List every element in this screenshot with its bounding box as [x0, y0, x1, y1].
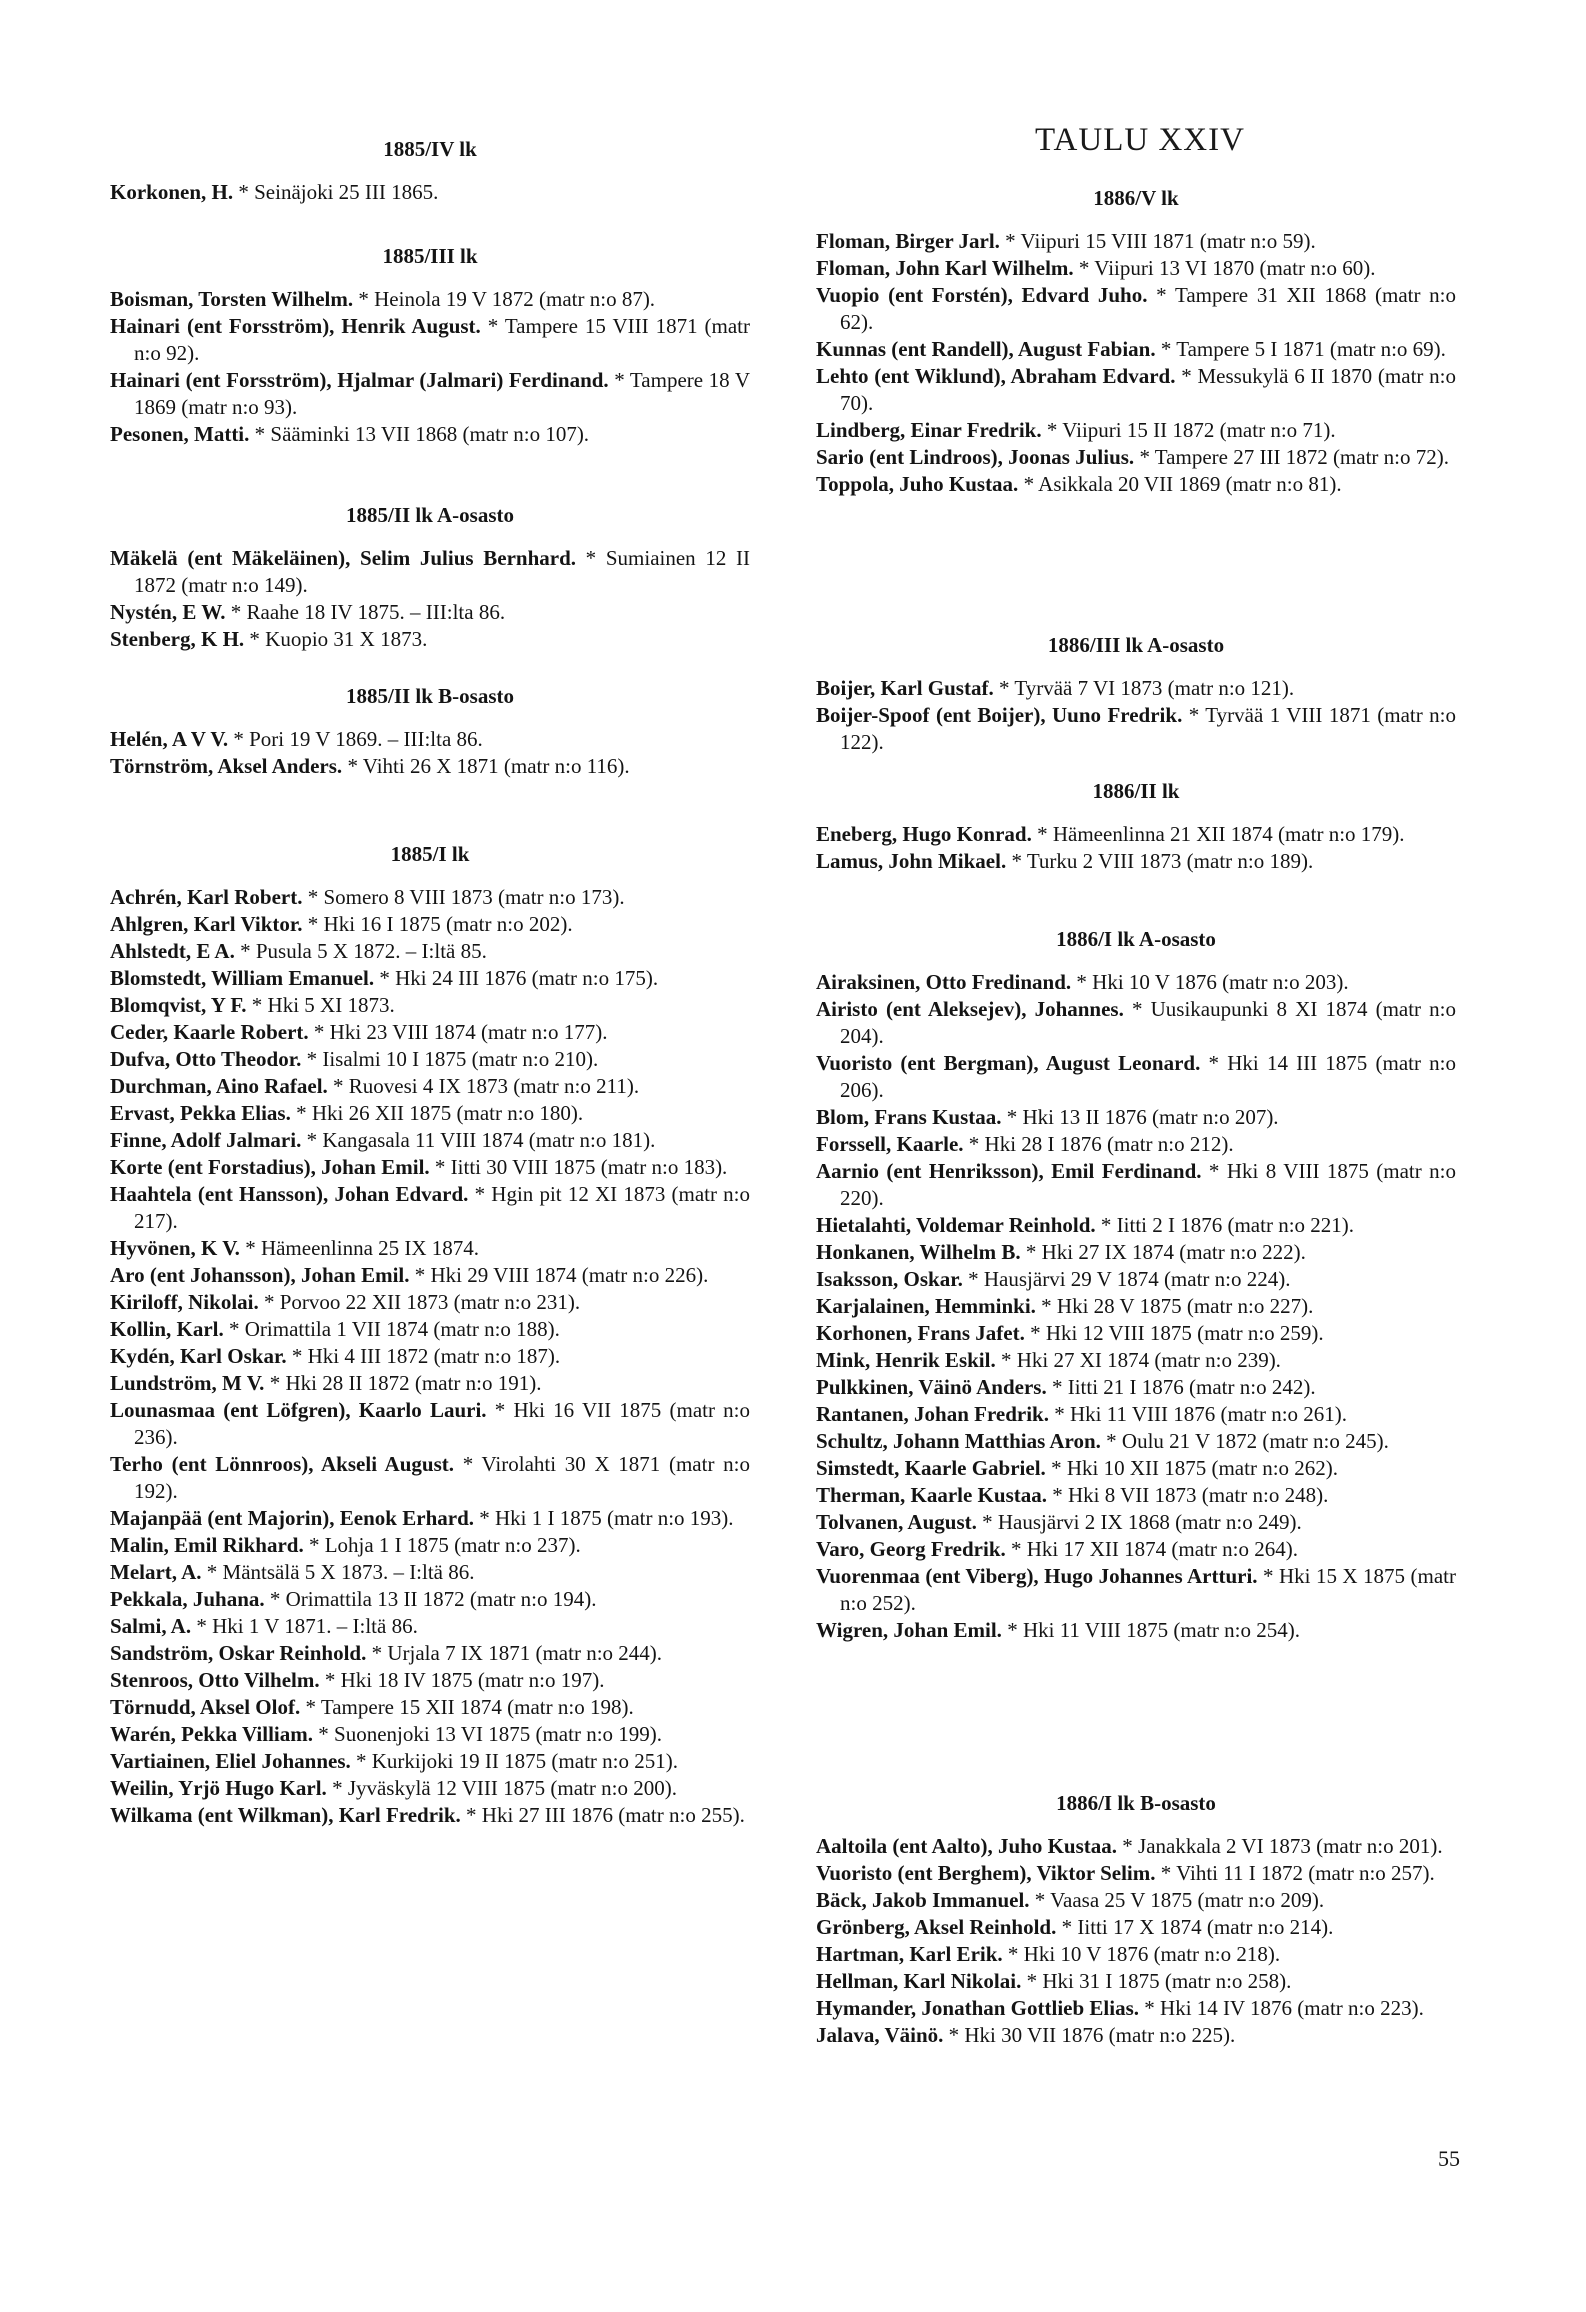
entry: [816, 1104, 1456, 1131]
entry: [110, 1262, 750, 1289]
entry: [816, 1941, 1456, 1968]
entry-details: * Hki 1 V 1871. – I:ltä 86.: [191, 1614, 418, 1638]
section-1886-iii-a: [816, 632, 1456, 756]
entry: [110, 1154, 750, 1181]
entry-name: Vartiainen, Eliel Johannes.: [110, 1749, 351, 1773]
entry-details: * Iitti 21 I 1876 (matr n:o 242).: [1046, 1375, 1316, 1399]
entry-details: * Viipuri 15 VIII 1871 (matr n:o 59).: [999, 229, 1316, 253]
entry-name: Vuoristo (ent Bergman), August Leonard.: [816, 1051, 1201, 1075]
entry-name: Floman, John Karl Wilhelm.: [816, 256, 1074, 280]
entry: [110, 1694, 750, 1721]
entry: [816, 1914, 1456, 1941]
entry-list: [110, 286, 750, 448]
entry: [816, 1455, 1456, 1482]
entry-name: Malin, Emil Rikhard.: [110, 1533, 304, 1557]
section-heading: 1885/II lk A-osasto: [345, 503, 515, 527]
entry-details: * Asikkala 20 VII 1869 (matr n:o 81).: [1018, 472, 1342, 496]
entry: [110, 421, 750, 448]
entry-name: Hainari (ent Forsström), Hjalmar (Jalmari) Ferdinand.: [110, 368, 609, 392]
entry-details: * Hki 27 XI 1874 (matr n:o 239).: [995, 1348, 1281, 1372]
entry-details: * Vihti 11 I 1872 (matr n:o 257).: [1155, 1861, 1435, 1885]
entry-name: Vuorenmaa (ent Viberg), Hugo Johannes Artturi.: [816, 1564, 1258, 1588]
section-heading: 1886/I lk A-osasto: [1056, 927, 1216, 951]
section-heading: 1885/II lk B-osasto: [345, 684, 515, 708]
entry-name: Ervast, Pekka Elias.: [110, 1101, 291, 1125]
entry-details: * Hki 1 I 1875 (matr n:o 193).: [474, 1506, 734, 1530]
entry-details: * Janakkala 2 VI 1873 (matr n:o 201).: [1117, 1834, 1443, 1858]
entry-details: * Hki 17 XII 1874 (matr n:o 264).: [1005, 1537, 1298, 1561]
entry-name: Helén, A V V.: [110, 727, 229, 751]
entry-name: Pulkkinen, Väinö Anders.: [816, 1375, 1047, 1399]
entry: [816, 2022, 1456, 2049]
entry: [816, 702, 1456, 756]
entry-list: [110, 726, 750, 780]
entry-details: * Lohja 1 I 1875 (matr n:o 237).: [303, 1533, 581, 1557]
entry: [110, 1586, 750, 1613]
entry-name: Stenberg, K H.: [110, 627, 245, 651]
entry-name: Korkonen, H.: [110, 180, 234, 204]
entry-name: Pesonen, Matti.: [110, 422, 250, 446]
section-1885-i: [110, 841, 750, 1829]
entry: [816, 444, 1456, 471]
entry: [110, 1370, 750, 1397]
entry-name: Airaksinen, Otto Fredinand.: [816, 970, 1072, 994]
entry-name: Nystén, E W.: [110, 600, 226, 624]
entry: [816, 1563, 1456, 1617]
entry-name: Warén, Pekka Villiam.: [110, 1722, 314, 1746]
entry-details: * Somero 8 VIII 1873 (matr n:o 173).: [302, 885, 625, 909]
entry-name: Blomstedt, William Emanuel.: [110, 966, 375, 990]
entry: [816, 228, 1456, 255]
entry-details: * Hki 14 IV 1876 (matr n:o 223).: [1139, 1996, 1424, 2020]
entry-details: * Hki 18 IV 1875 (matr n:o 197).: [319, 1668, 605, 1692]
entry-details: * Tyrvää 1 VIII 1871 (matr n:o 122).: [840, 703, 1456, 754]
entry: [816, 1131, 1456, 1158]
entry: [816, 1212, 1456, 1239]
entry: [816, 1428, 1456, 1455]
entry-name: Stenroos, Otto Vilhelm.: [110, 1668, 320, 1692]
entry-name: Karjalainen, Hemminki.: [816, 1294, 1036, 1318]
entry-name: Vuoristo (ent Berghem), Viktor Selim.: [816, 1861, 1156, 1885]
section-heading: 1885/III lk: [382, 244, 478, 268]
entry-details: * Hämeenlinna 25 IX 1874.: [239, 1236, 480, 1260]
entry-details: * Vihti 26 X 1871 (matr n:o 116).: [342, 754, 630, 778]
entry: [816, 1509, 1456, 1536]
entry: [110, 1127, 750, 1154]
entry-details: * Hki 11 VIII 1875 (matr n:o 254).: [1001, 1618, 1300, 1642]
entry-list: [816, 821, 1456, 875]
entry-details: * Hki 10 V 1876 (matr n:o 203).: [1071, 970, 1349, 994]
entry-name: Salmi, A.: [110, 1614, 192, 1638]
entry-details: * Hki 28 II 1872 (matr n:o 191).: [264, 1371, 542, 1395]
entry-name: Weilin, Yrjö Hugo Karl.: [110, 1776, 327, 1800]
entry-name: Hymander, Jonathan Gottlieb Elias.: [816, 1996, 1140, 2020]
entry: [816, 1374, 1456, 1401]
entry-details: * Viipuri 15 II 1872 (matr n:o 71).: [1041, 418, 1336, 442]
section-heading: 1885/I lk: [390, 842, 470, 866]
section-1886-i-b: [816, 1790, 1456, 2049]
entry-name: Durchman, Aino Rafael.: [110, 1074, 328, 1098]
entry: [110, 1316, 750, 1343]
entry-name: Majanpää (ent Majorin), Eenok Erhard.: [110, 1506, 474, 1530]
entry-details: * Iitti 30 VIII 1875 (matr n:o 183).: [429, 1155, 728, 1179]
entry-details: * Jyväskylä 12 VIII 1875 (matr n:o 200).: [326, 1776, 677, 1800]
entry-name: Jalava, Väinö.: [816, 2023, 944, 2047]
entry-details: * Hki 24 III 1876 (matr n:o 175).: [374, 966, 659, 990]
section-1885-ii-a: [110, 502, 750, 653]
entry: [110, 938, 750, 965]
section-1886-i-a: [816, 926, 1456, 1644]
entry-name: Therman, Kaarle Kustaa.: [816, 1483, 1047, 1507]
entry-details: * Turku 2 VIII 1873 (matr n:o 189).: [1006, 849, 1314, 873]
entry-details: * Hki 16 VII 1875 (matr n:o 236).: [134, 1398, 750, 1449]
entry-details: * Suonenjoki 13 VI 1875 (matr n:o 199).: [313, 1722, 663, 1746]
entry-name: Floman, Birger Jarl.: [816, 229, 1000, 253]
entry: [110, 626, 750, 653]
entry: [816, 1860, 1456, 1887]
entry-name: Kiriloff, Nikolai.: [110, 1290, 259, 1314]
entry: [110, 367, 750, 421]
entry-name: Wigren, Johan Emil.: [816, 1618, 1002, 1642]
entry-name: Eneberg, Hugo Konrad.: [816, 822, 1032, 846]
entry-list: [110, 545, 750, 653]
entry-name: Rantanen, Johan Fredrik.: [816, 1402, 1049, 1426]
entry: [816, 1347, 1456, 1374]
entry-details: * Hämeenlinna 21 XII 1874 (matr n:o 179).: [1031, 822, 1405, 846]
entry: [110, 1613, 750, 1640]
section-heading: 1886/III lk A-osasto: [1047, 633, 1225, 657]
entry-list: [110, 179, 750, 206]
entry: [816, 821, 1456, 848]
entry: [110, 1721, 750, 1748]
entry: [816, 1968, 1456, 1995]
entry: [110, 726, 750, 753]
entry-details: * Kurkijoki 19 II 1875 (matr n:o 251).: [350, 1749, 678, 1773]
entry: [816, 1050, 1456, 1104]
entry-details: * Hki 26 XII 1875 (matr n:o 180).: [290, 1101, 584, 1125]
entry: [110, 1397, 750, 1451]
entry-details: * Hausjärvi 2 IX 1868 (matr n:o 249).: [976, 1510, 1302, 1534]
entry-name: Tolvanen, August.: [816, 1510, 977, 1534]
entry-details: * Hki 15 X 1875 (matr n:o 252).: [840, 1564, 1456, 1615]
entry: [110, 1559, 750, 1586]
entry-list: [816, 969, 1456, 1644]
entry-list: [816, 228, 1456, 498]
entry-details: * Uusikaupunki 8 XI 1874 (matr n:o 204).: [840, 997, 1457, 1048]
entry-details: * Kangasala 11 VIII 1874 (matr n:o 181).: [301, 1128, 656, 1152]
entry-details: * Tampere 27 III 1872 (matr n:o 72).: [1134, 445, 1449, 469]
entry: [816, 969, 1456, 996]
entry-name: Achrén, Karl Robert.: [110, 885, 303, 909]
entry-details: * Pori 19 V 1869. – III:lta 86.: [228, 727, 483, 751]
entry-details: * Hki 11 VIII 1876 (matr n:o 261).: [1048, 1402, 1348, 1426]
entry-name: Blomqvist, Y F.: [110, 993, 247, 1017]
entry-details: * Orimattila 13 II 1872 (matr n:o 194).: [264, 1587, 597, 1611]
entry-details: * Pusula 5 X 1872. – I:ltä 85.: [234, 939, 487, 963]
entry-details: * Sumiainen 12 II 1872 (matr n:o 149).: [134, 546, 750, 597]
entry-name: Mäkelä (ent Mäkeläinen), Selim Julius Bernhard.: [110, 546, 577, 570]
entry: [816, 363, 1456, 417]
entry-name: Kydén, Karl Oskar.: [110, 1344, 287, 1368]
entry-details: * Tampere 15 XII 1874 (matr n:o 198).: [300, 1695, 634, 1719]
entry-name: Isaksson, Oskar.: [816, 1267, 963, 1291]
entry: [110, 1532, 750, 1559]
entry: [816, 417, 1456, 444]
entry-details: * Seinäjoki 25 III 1865.: [233, 180, 439, 204]
entry: [816, 282, 1456, 336]
entry: [816, 1482, 1456, 1509]
entry-name: Sario (ent Lindroos), Joonas Julius.: [816, 445, 1135, 469]
entry: [816, 1617, 1456, 1644]
entry-details: * Vaasa 25 V 1875 (matr n:o 209).: [1029, 1888, 1325, 1912]
entry: [816, 336, 1456, 363]
entry: [110, 753, 750, 780]
entry-details: * Hki 14 III 1875 (matr n:o 206).: [840, 1051, 1457, 1102]
entry-name: Lindberg, Einar Fredrik.: [816, 418, 1042, 442]
entry-name: Hyvönen, K V.: [110, 1236, 240, 1260]
entry-name: Varo, Georg Fredrik.: [816, 1537, 1006, 1561]
entry-name: Terho (ent Lönnroos), Akseli August.: [110, 1452, 454, 1476]
entry-details: * Hgin pit 12 XI 1873 (matr n:o 217).: [134, 1182, 750, 1233]
page-title: TAULU XXIV: [1035, 122, 1245, 158]
entry-details: * Hki 13 II 1876 (matr n:o 207).: [1001, 1105, 1279, 1129]
section-1885-ii-b: [110, 683, 750, 780]
entry: [110, 286, 750, 313]
entry: [816, 675, 1456, 702]
entry-name: Forssell, Kaarle.: [816, 1132, 964, 1156]
section-1885-iv: [110, 136, 750, 206]
entry: [816, 1266, 1456, 1293]
entry-details: * Tampere 18 V 1869 (matr n:o 93).: [134, 368, 750, 419]
section-1886-ii: [816, 778, 1456, 875]
entry: [110, 179, 750, 206]
entry-details: * Hki 31 I 1875 (matr n:o 258).: [1021, 1969, 1292, 1993]
entry-details: * Iitti 17 X 1874 (matr n:o 214).: [1056, 1915, 1334, 1939]
entry: [110, 1667, 750, 1694]
entry-details: * Sääminki 13 VII 1868 (matr n:o 107).: [249, 422, 590, 446]
entry: [816, 996, 1456, 1050]
entry-name: Lounasmaa (ent Löfgren), Kaarlo Lauri.: [110, 1398, 487, 1422]
entry: [110, 599, 750, 626]
entry-details: * Iitti 2 I 1876 (matr n:o 221).: [1095, 1213, 1355, 1237]
entry-name: Boisman, Torsten Wilhelm.: [110, 287, 354, 311]
section-heading: 1886/I lk B-osasto: [1056, 1791, 1216, 1815]
entry-list: [816, 1833, 1456, 2049]
entry: [110, 911, 750, 938]
entry: [816, 1239, 1456, 1266]
entry-name: Törnudd, Aksel Olof.: [110, 1695, 301, 1719]
entry-name: Hartman, Karl Erik.: [816, 1942, 1003, 1966]
entry: [110, 884, 750, 911]
entry-details: * Hki 5 XI 1873.: [246, 993, 395, 1017]
entry-name: Wilkama (ent Wilkman), Karl Fredrik.: [110, 1803, 461, 1827]
section-heading: 1885/IV lk: [383, 137, 477, 161]
entry-details: * Hki 28 V 1875 (matr n:o 227).: [1035, 1294, 1314, 1318]
entry-name: Ceder, Kaarle Robert.: [110, 1020, 309, 1044]
entry: [110, 1289, 750, 1316]
entry: [816, 1995, 1456, 2022]
entry-details: * Raahe 18 IV 1875. – III:lta 86.: [225, 600, 506, 624]
entry: [816, 1401, 1456, 1428]
entry-details: * Mäntsälä 5 X 1873. – I:ltä 86.: [201, 1560, 475, 1584]
section-1885-iii: [110, 243, 750, 448]
entry-name: Aro (ent Johansson), Johan Emil.: [110, 1263, 410, 1287]
section-heading: 1886/V lk: [1093, 186, 1179, 210]
entry-name: Hellman, Karl Nikolai.: [816, 1969, 1022, 1993]
entry-details: * Heinola 19 V 1872 (matr n:o 87).: [353, 287, 656, 311]
entry: [110, 1100, 750, 1127]
entry-name: Lamus, John Mikael.: [816, 849, 1007, 873]
entry-details: * Hki 10 V 1876 (matr n:o 218).: [1002, 1942, 1281, 1966]
entry-details: * Hki 29 VIII 1874 (matr n:o 226).: [409, 1263, 709, 1287]
entry-details: * Messukylä 6 II 1870 (matr n:o 70).: [840, 364, 1456, 415]
entry: [816, 1320, 1456, 1347]
entry-details: * Hki 30 VII 1876 (matr n:o 225).: [943, 2023, 1236, 2047]
entry: [110, 1343, 750, 1370]
entry: [816, 848, 1456, 875]
entry-details: * Tampere 5 I 1871 (matr n:o 69).: [1155, 337, 1446, 361]
entry-details: * Iisalmi 10 I 1875 (matr n:o 210).: [301, 1047, 599, 1071]
entry-name: Pekkala, Juhana.: [110, 1587, 265, 1611]
entry-details: * Ruovesi 4 IX 1873 (matr n:o 211).: [327, 1074, 640, 1098]
entry: [816, 1833, 1456, 1860]
entry: [816, 1536, 1456, 1563]
entry-details: * Hki 27 III 1876 (matr n:o 255).: [460, 1803, 745, 1827]
entry-name: Melart, A.: [110, 1560, 202, 1584]
entry-details: * Viipuri 13 VI 1870 (matr n:o 60).: [1073, 256, 1376, 280]
entry: [110, 545, 750, 599]
entry: [816, 471, 1456, 498]
entry: [816, 1293, 1456, 1320]
entry: [110, 1802, 750, 1829]
entry-details: * Orimattila 1 VII 1874 (matr n:o 188).: [223, 1317, 560, 1341]
entry: [110, 1505, 750, 1532]
entry-name: Haahtela (ent Hansson), Johan Edvard.: [110, 1182, 469, 1206]
entry-details: * Tampere 15 VIII 1871 (matr n:o 92).: [134, 314, 751, 365]
entry: [816, 255, 1456, 282]
section-1886-v: [816, 185, 1456, 498]
entry-name: Honkanen, Wilhelm B.: [816, 1240, 1021, 1264]
entry-details: * Hki 23 VIII 1874 (matr n:o 177).: [308, 1020, 608, 1044]
entry-details: * Kuopio 31 X 1873.: [244, 627, 428, 651]
entry-name: Finne, Adolf Jalmari.: [110, 1128, 302, 1152]
entry-details: * Hausjärvi 29 V 1874 (matr n:o 224).: [962, 1267, 1291, 1291]
entry-details: * Hki 4 III 1872 (matr n:o 187).: [286, 1344, 561, 1368]
entry-name: Aaltoila (ent Aalto), Juho Kustaa.: [816, 1834, 1118, 1858]
entry-name: Korhonen, Frans Jafet.: [816, 1321, 1025, 1345]
entry-name: Kollin, Karl.: [110, 1317, 224, 1341]
entry-details: * Urjala 7 IX 1871 (matr n:o 244).: [366, 1641, 663, 1665]
entry-name: Dufva, Otto Theodor.: [110, 1047, 302, 1071]
entry-name: Airisto (ent Aleksejev), Johannes.: [816, 997, 1124, 1021]
entry-details: * Hki 10 XII 1875 (matr n:o 262).: [1045, 1456, 1339, 1480]
entry-name: Mink, Henrik Eskil.: [816, 1348, 996, 1372]
entry: [110, 1451, 750, 1505]
entry-name: Bäck, Jakob Immanuel.: [816, 1888, 1030, 1912]
entry-name: Ahlstedt, E A.: [110, 939, 235, 963]
entry-details: * Hki 8 VII 1873 (matr n:o 248).: [1047, 1483, 1329, 1507]
entry-details: * Oulu 21 V 1872 (matr n:o 245).: [1100, 1429, 1389, 1453]
entry: [110, 1748, 750, 1775]
entry: [110, 965, 750, 992]
entry-details: * Tampere 31 XII 1868 (matr n:o 62).: [840, 283, 1456, 334]
entry: [110, 992, 750, 1019]
entry-details: * Tyrvää 7 VI 1873 (matr n:o 121).: [993, 676, 1295, 700]
entry: [110, 1019, 750, 1046]
page-number: 55: [1438, 2146, 1460, 2171]
entry-name: Lehto (ent Wiklund), Abraham Edvard.: [816, 364, 1176, 388]
entry-name: Boijer-Spoof (ent Boijer), Uuno Fredrik.: [816, 703, 1183, 727]
entry-details: * Hki 28 I 1876 (matr n:o 212).: [963, 1132, 1234, 1156]
entry-details: * Hki 16 I 1875 (matr n:o 202).: [302, 912, 573, 936]
entry: [110, 1775, 750, 1802]
entry-name: Korte (ent Forstadius), Johan Emil.: [110, 1155, 430, 1179]
entry-name: Törnström, Aksel Anders.: [110, 754, 343, 778]
entry: [110, 1640, 750, 1667]
entry-name: Schultz, Johann Matthias Aron.: [816, 1429, 1101, 1453]
entry-details: * Porvoo 22 XII 1873 (matr n:o 231).: [258, 1290, 581, 1314]
entry-name: Aarnio (ent Henriksson), Emil Ferdinand.: [816, 1159, 1202, 1183]
entry-details: * Hki 12 VIII 1875 (matr n:o 259).: [1024, 1321, 1324, 1345]
entry-name: Simstedt, Kaarle Gabriel.: [816, 1456, 1046, 1480]
entry-name: Blom, Frans Kustaa.: [816, 1105, 1002, 1129]
entry-name: Sandström, Oskar Reinhold.: [110, 1641, 367, 1665]
entry-name: Hietalahti, Voldemar Reinhold.: [816, 1213, 1096, 1237]
entry: [110, 313, 750, 367]
entry: [816, 1158, 1456, 1212]
entry-name: Ahlgren, Karl Viktor.: [110, 912, 303, 936]
entry-name: Lundström, M V.: [110, 1371, 265, 1395]
entry-name: Hainari (ent Forsström), Henrik August.: [110, 314, 481, 338]
entry: [816, 1887, 1456, 1914]
entry: [110, 1073, 750, 1100]
entry: [110, 1235, 750, 1262]
entry-name: Grönberg, Aksel Reinhold.: [816, 1915, 1057, 1939]
entry-details: * Virolahti 30 X 1871 (matr n:o 192).: [134, 1452, 750, 1503]
entry-name: Kunnas (ent Randell), August Fabian.: [816, 337, 1156, 361]
entry-list: [110, 884, 750, 1829]
entry: [110, 1181, 750, 1235]
section-heading: 1886/II lk: [1092, 779, 1180, 803]
entry: [110, 1046, 750, 1073]
entry-name: Boijer, Karl Gustaf.: [816, 676, 994, 700]
entry-details: * Hki 8 VIII 1875 (matr n:o 220).: [840, 1159, 1456, 1210]
entry-list: [816, 675, 1456, 756]
entry-name: Vuopio (ent Forstén), Edvard Juho.: [816, 283, 1148, 307]
entry-details: * Hki 27 IX 1874 (matr n:o 222).: [1020, 1240, 1306, 1264]
entry-name: Toppola, Juho Kustaa.: [816, 472, 1019, 496]
